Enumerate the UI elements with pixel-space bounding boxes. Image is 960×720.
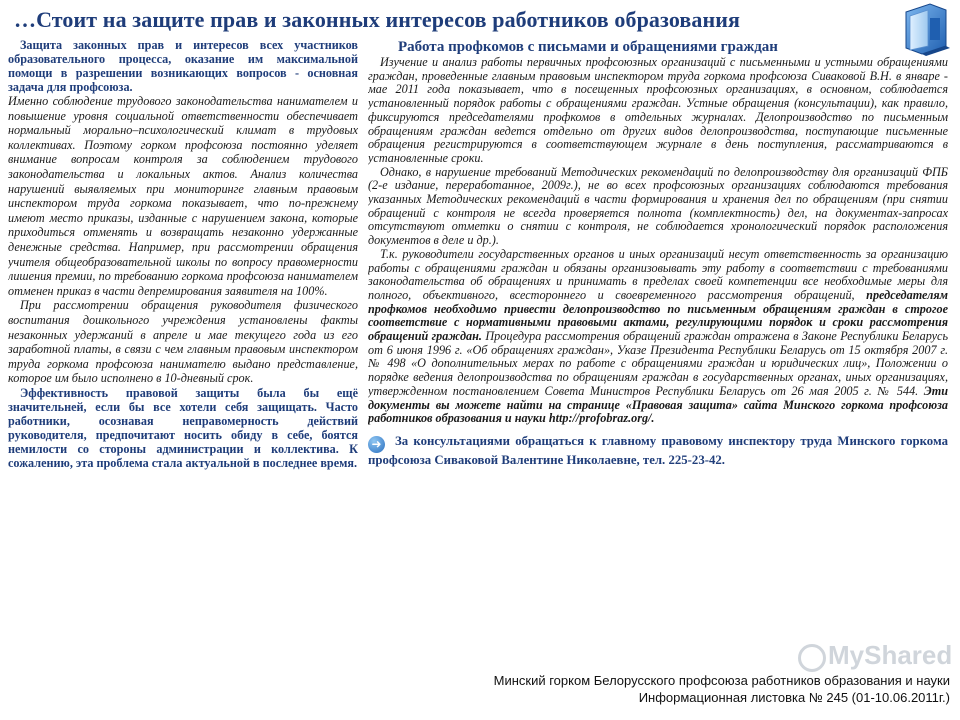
- p3-start: Т.к. руководители государственных органов и иных организаций несут ответственность за организацию работы с обращениями граждан и обязаны организовывать эту работу в соответствии с требованиями законодательства об обращениях и принимать в пределах своей компетенции все необходимые меры для полного, объективного, всестороннего и своевременного рассмотрения обращений,: [368, 246, 948, 302]
- left-closing: Эффективность правовой защиты была бы ещё значительней, если бы все хотели себя защищать. Часто работники, осознавая неправомерность действий руководителя, предпочитают носить обиду в себе, боятся немилости со стороны администрации и коллектива. К сожалению, эта проблема стала актуальной в последнее время.: [8, 385, 358, 470]
- p3-end-bold: Эти документы вы можете найти на странице «Правовая защита» сайта Минского горкома профсоюза работников образования и науки http://profobraz.org/.: [368, 383, 948, 426]
- footer-line-2: Информационная листовка № 245 (01-10.06.2011г.): [638, 690, 950, 705]
- arrow-right-circle-icon: ➜: [368, 436, 385, 453]
- page-title: …Стоит на защите прав и законных интересов работников образования: [14, 7, 741, 32]
- footer-line-1: Минский горком Белорусского профсоюза работников образования и науки: [493, 673, 950, 688]
- right-column: [368, 38, 948, 710]
- consultation-note: [368, 434, 948, 467]
- consult-text: За консультациями обращаться к главному правовому инспектору труда Минского горкома профсоюза Сиваковой Валентине Николаевне, тел. 225-23-42.: [368, 433, 948, 467]
- left-intro: Защита законных прав и интересов всех участников образовательного процесса, оказание им максимальной помощи в разрешении возникающих вопросов - основная задача для профсоюза.: [8, 38, 358, 94]
- left-paragraph-1: Именно соблюдение трудового законодательства нанимателем и повышение уровня социальной ответственности обеспечивает нормальный морально–психологический климат в трудовых коллективах. Поэтому горком профсоюза постоянно уделяет внимание вопросам контроля за соблюдением трудового законодательства и локальных актов. Анализ количества нарушений выявляемых при мониторинге главным правовым инспектором труда горкома показывает, что по-прежнему имеют место приказы, изданные с нарушением закона, которые приходиться отменять и возвращать незаконно удержанные денежные средства. Например, при рассмотрении обращения учителя общеобразовательной школы по вопросу правомерности лишения премии, по требованию горкома профсоюза нанимателем отменен приказ в части депремирования заявителя на 100%.: [8, 94, 358, 298]
- right-heading: Работа профкомов с письмами и обращениями граждан: [398, 39, 778, 55]
- right-paragraph-3: [368, 248, 948, 426]
- watermark-text: MyShared: [828, 640, 953, 670]
- footer: [350, 672, 950, 706]
- right-paragraph-2: Однако, в нарушение требований Методических рекомендаций по делопроизводству для организаций ФПБ (2-е издание, переработанное, 2009г.), не во всех профсоюзных организациях соблюдаются требования указанных Методических рекомендаций в части формирования и хранения дел по обращениям (при снятии обращений с контроля не всегда проверяется полнота (комплектность) дел, на документах-запросах отсутствуют отметки о снятии с контроля, не соблюдается хронологический порядок расположения документов в деле и др.).: [368, 164, 948, 248]
- p3-mid: Процедура рассмотрения обращений граждан отражена в Законе Республики Беларусь от 6 июня 1996 г. «Об обращениях граждан», Указе Президента Республики Беларусь от 15 октября 2007 г. № 498 «О дополнительных мерах по работе с обращениями граждан и юридических лиц», Положении о порядке ведения делопроизводства по обращениям граждан в государственных органах, иных организациях, утвержденном постановлением Совета Министров Республики Беларусь от 26 мая 2005 г. № 544.: [368, 329, 948, 398]
- right-paragraph-1: Изучение и анализ работы первичных профсоюзных организаций с письменными и устными обращениями граждан, проведенные главным правовым инспектором труда горкома профсоюза Сиваковой В.Н. в январе - мае 2011 года показывает, что в посещенных профсоюзных организациях, в основном, соблюдается установленный порядок работы с обращениями граждан. Устные обращения (консультации), как правило, фиксируются председателями профкомов в отдельных журналах. Делопроизводство по письменным обращениям граждан ведется отдельно от других видов делопроизводства, поступающие письменные обращения регистрируются в соответствующем журнале в день поступления, рассматриваются в установленные сроки.: [368, 55, 948, 165]
- left-paragraph-2: При рассмотрении обращения руководителя физического воспитания дошкольного учреждения установлены факты незаконных удержаний в апреле и мае текущего года из его заработной платы, в связи с чем главным правовым инспектором труда горкома профсоюза нанимателю выдано представление, которое им было исполнено в 10-дневный срок.: [8, 298, 358, 386]
- left-column: [8, 38, 358, 710]
- p3-bold: председателям профкомов необходимо привести делопроизводство по письменным обращениям граждан в строгое соответствие с нормативными правовыми актами, регулирующими порядок и сроки рассмотрения обращений граждан.: [368, 287, 948, 344]
